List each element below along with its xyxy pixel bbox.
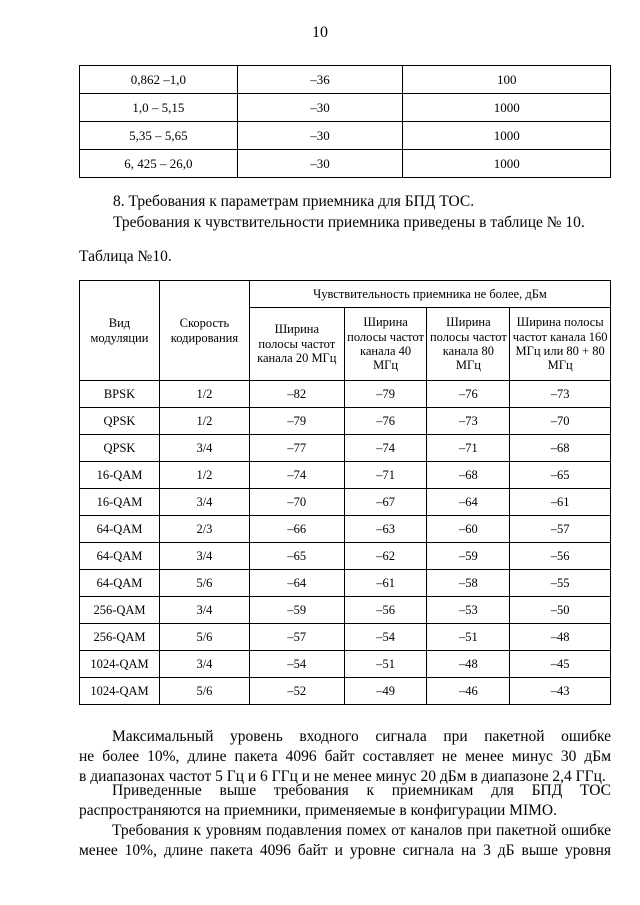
table-cell: –79 (344, 381, 427, 408)
table-cell: –70 (510, 408, 611, 435)
table-cell: –67 (344, 489, 427, 516)
page-number: 10 (312, 24, 328, 41)
header-bw-40: Ширина полосы частот канала 40 МГц (344, 308, 427, 381)
table-cell: –51 (427, 624, 510, 651)
table-cell: 1024-QAM (80, 651, 160, 678)
table-cell: –68 (427, 462, 510, 489)
table-cell: –30 (237, 122, 403, 150)
table-cell: –45 (510, 651, 611, 678)
table-cell: –70 (249, 489, 344, 516)
table-cell: 1/2 (159, 462, 249, 489)
table-cell: 5/6 (159, 570, 249, 597)
paragraph-1-line-3: в диапазонах частот 5 Гц и 6 ГГц и не менее минус 20 дБм в диапазоне 2,4 ГГц. (79, 768, 606, 785)
frequency-table (79, 65, 611, 178)
table-cell: 64-QAM (80, 570, 160, 597)
table-cell: BPSK (80, 381, 160, 408)
table-cell: 5/6 (159, 678, 249, 705)
table-cell: 64-QAM (80, 516, 160, 543)
table-cell: 3/4 (159, 543, 249, 570)
table-cell: 16-QAM (80, 462, 160, 489)
section-subheading: Требования к чувствительности приемника приведены в таблице № 10. (113, 214, 585, 231)
table-cell: –54 (249, 651, 344, 678)
table-cell: –61 (510, 489, 611, 516)
table-cell: –76 (344, 408, 427, 435)
sensitivity-row (80, 624, 611, 651)
sensitivity-row (80, 570, 611, 597)
table-cell: –65 (249, 543, 344, 570)
table-cell: –48 (510, 624, 611, 651)
table-cell: 3/4 (159, 597, 249, 624)
table-cell: –36 (237, 66, 403, 94)
frequency-row (80, 94, 611, 122)
table-cell: 3/4 (159, 489, 249, 516)
table-cell: 1,0 – 5,15 (80, 94, 238, 122)
table-cell: –56 (510, 543, 611, 570)
table-cell: –59 (249, 597, 344, 624)
table-cell: –59 (427, 543, 510, 570)
table-cell: –61 (344, 570, 427, 597)
header-bw-160: Ширина полосы частот канала 160 МГц или 80 + 80 МГц (510, 308, 611, 381)
table-caption: Таблица №10. (79, 248, 172, 265)
table-cell: 1000 (403, 94, 611, 122)
table-cell: 3/4 (159, 435, 249, 462)
table-cell: –50 (510, 597, 611, 624)
paragraph-1-line-2: не более 10%, длине пакета 4096 байт составляет не менее минус 30 дБм (79, 748, 611, 765)
table-cell: –74 (249, 462, 344, 489)
table-cell: –48 (427, 651, 510, 678)
frequency-row (80, 66, 611, 94)
sensitivity-row (80, 408, 611, 435)
paragraph-2-line-1: Приведенные выше требования к приемникам для БПД ТОС (112, 782, 611, 799)
table-cell: 5,35 – 5,65 (80, 122, 238, 150)
header-sensitivity: Чувствительность приемника не более, дБм (249, 281, 610, 308)
table-cell: 1000 (403, 150, 611, 178)
table-cell: –68 (510, 435, 611, 462)
sensitivity-row (80, 543, 611, 570)
header-bw-20: Ширина полосы частот канала 20 МГц (249, 308, 344, 381)
table-cell: –54 (344, 624, 427, 651)
table-cell: –71 (344, 462, 427, 489)
header-bw-80: Ширина полосы частот канала 80 МГц (427, 308, 510, 381)
table-cell: –71 (427, 435, 510, 462)
section-heading: 8. Требования к параметрам приемника для БПД ТОС. (113, 193, 475, 210)
table-cell: –63 (344, 516, 427, 543)
table-cell: –55 (510, 570, 611, 597)
table-cell: –30 (237, 94, 403, 122)
header-modulation: Вид модуляции (80, 281, 160, 381)
table-cell: QPSK (80, 435, 160, 462)
table-cell: –64 (249, 570, 344, 597)
table-cell: –43 (510, 678, 611, 705)
table-cell: –49 (344, 678, 427, 705)
sensitivity-table (79, 280, 611, 705)
table-cell: –57 (510, 516, 611, 543)
table-cell: –73 (510, 381, 611, 408)
table-cell: –51 (344, 651, 427, 678)
table-cell: –74 (344, 435, 427, 462)
table-cell: –73 (427, 408, 510, 435)
table-cell: –64 (427, 489, 510, 516)
table-cell: 100 (403, 66, 611, 94)
table-cell: 6, 425 – 26,0 (80, 150, 238, 178)
sensitivity-row (80, 462, 611, 489)
table-cell: –76 (427, 381, 510, 408)
table-cell: QPSK (80, 408, 160, 435)
table-cell: –58 (427, 570, 510, 597)
table-cell: 2/3 (159, 516, 249, 543)
table-cell: 256-QAM (80, 597, 160, 624)
table-cell: 3/4 (159, 651, 249, 678)
sensitivity-row (80, 489, 611, 516)
table-cell: 1000 (403, 122, 611, 150)
sensitivity-row (80, 651, 611, 678)
table-cell: –52 (249, 678, 344, 705)
table-cell: –62 (344, 543, 427, 570)
table-cell: 16-QAM (80, 489, 160, 516)
sensitivity-row (80, 597, 611, 624)
table-cell: –66 (249, 516, 344, 543)
table-cell: –60 (427, 516, 510, 543)
table-cell: –77 (249, 435, 344, 462)
table-cell: –79 (249, 408, 344, 435)
table-cell: –46 (427, 678, 510, 705)
paragraph-2-line-2: распространяются на приемники, применяемые в конфигурации MIMO. (79, 802, 557, 819)
table-cell: 1024-QAM (80, 678, 160, 705)
table-cell: –65 (510, 462, 611, 489)
table-cell: 64-QAM (80, 543, 160, 570)
table-cell: –53 (427, 597, 510, 624)
table-cell: 1/2 (159, 408, 249, 435)
paragraph-1-line-1: Максимальный уровень входного сигнала при пакетной ошибке (112, 728, 611, 745)
header-coding-rate: Скорость кодирования (159, 281, 249, 381)
sensitivity-row (80, 516, 611, 543)
table-cell: 0,862 –1,0 (80, 66, 238, 94)
paragraph-3-line-1: Требования к уровням подавления помех от каналов при пакетной ошибке (112, 822, 611, 839)
sensitivity-row (80, 435, 611, 462)
table-cell: –57 (249, 624, 344, 651)
sensitivity-row (80, 678, 611, 705)
paragraph-3-line-2: менее 10%, длине пакета 4096 байт и уровне сигнала на 3 дБ выше уровня (79, 842, 611, 859)
table-cell: –30 (237, 150, 403, 178)
frequency-row (80, 150, 611, 178)
table-cell: 5/6 (159, 624, 249, 651)
sensitivity-row (80, 381, 611, 408)
table-cell: 1/2 (159, 381, 249, 408)
table-cell: –82 (249, 381, 344, 408)
table-cell: 256-QAM (80, 624, 160, 651)
table-cell: –56 (344, 597, 427, 624)
frequency-row (80, 122, 611, 150)
